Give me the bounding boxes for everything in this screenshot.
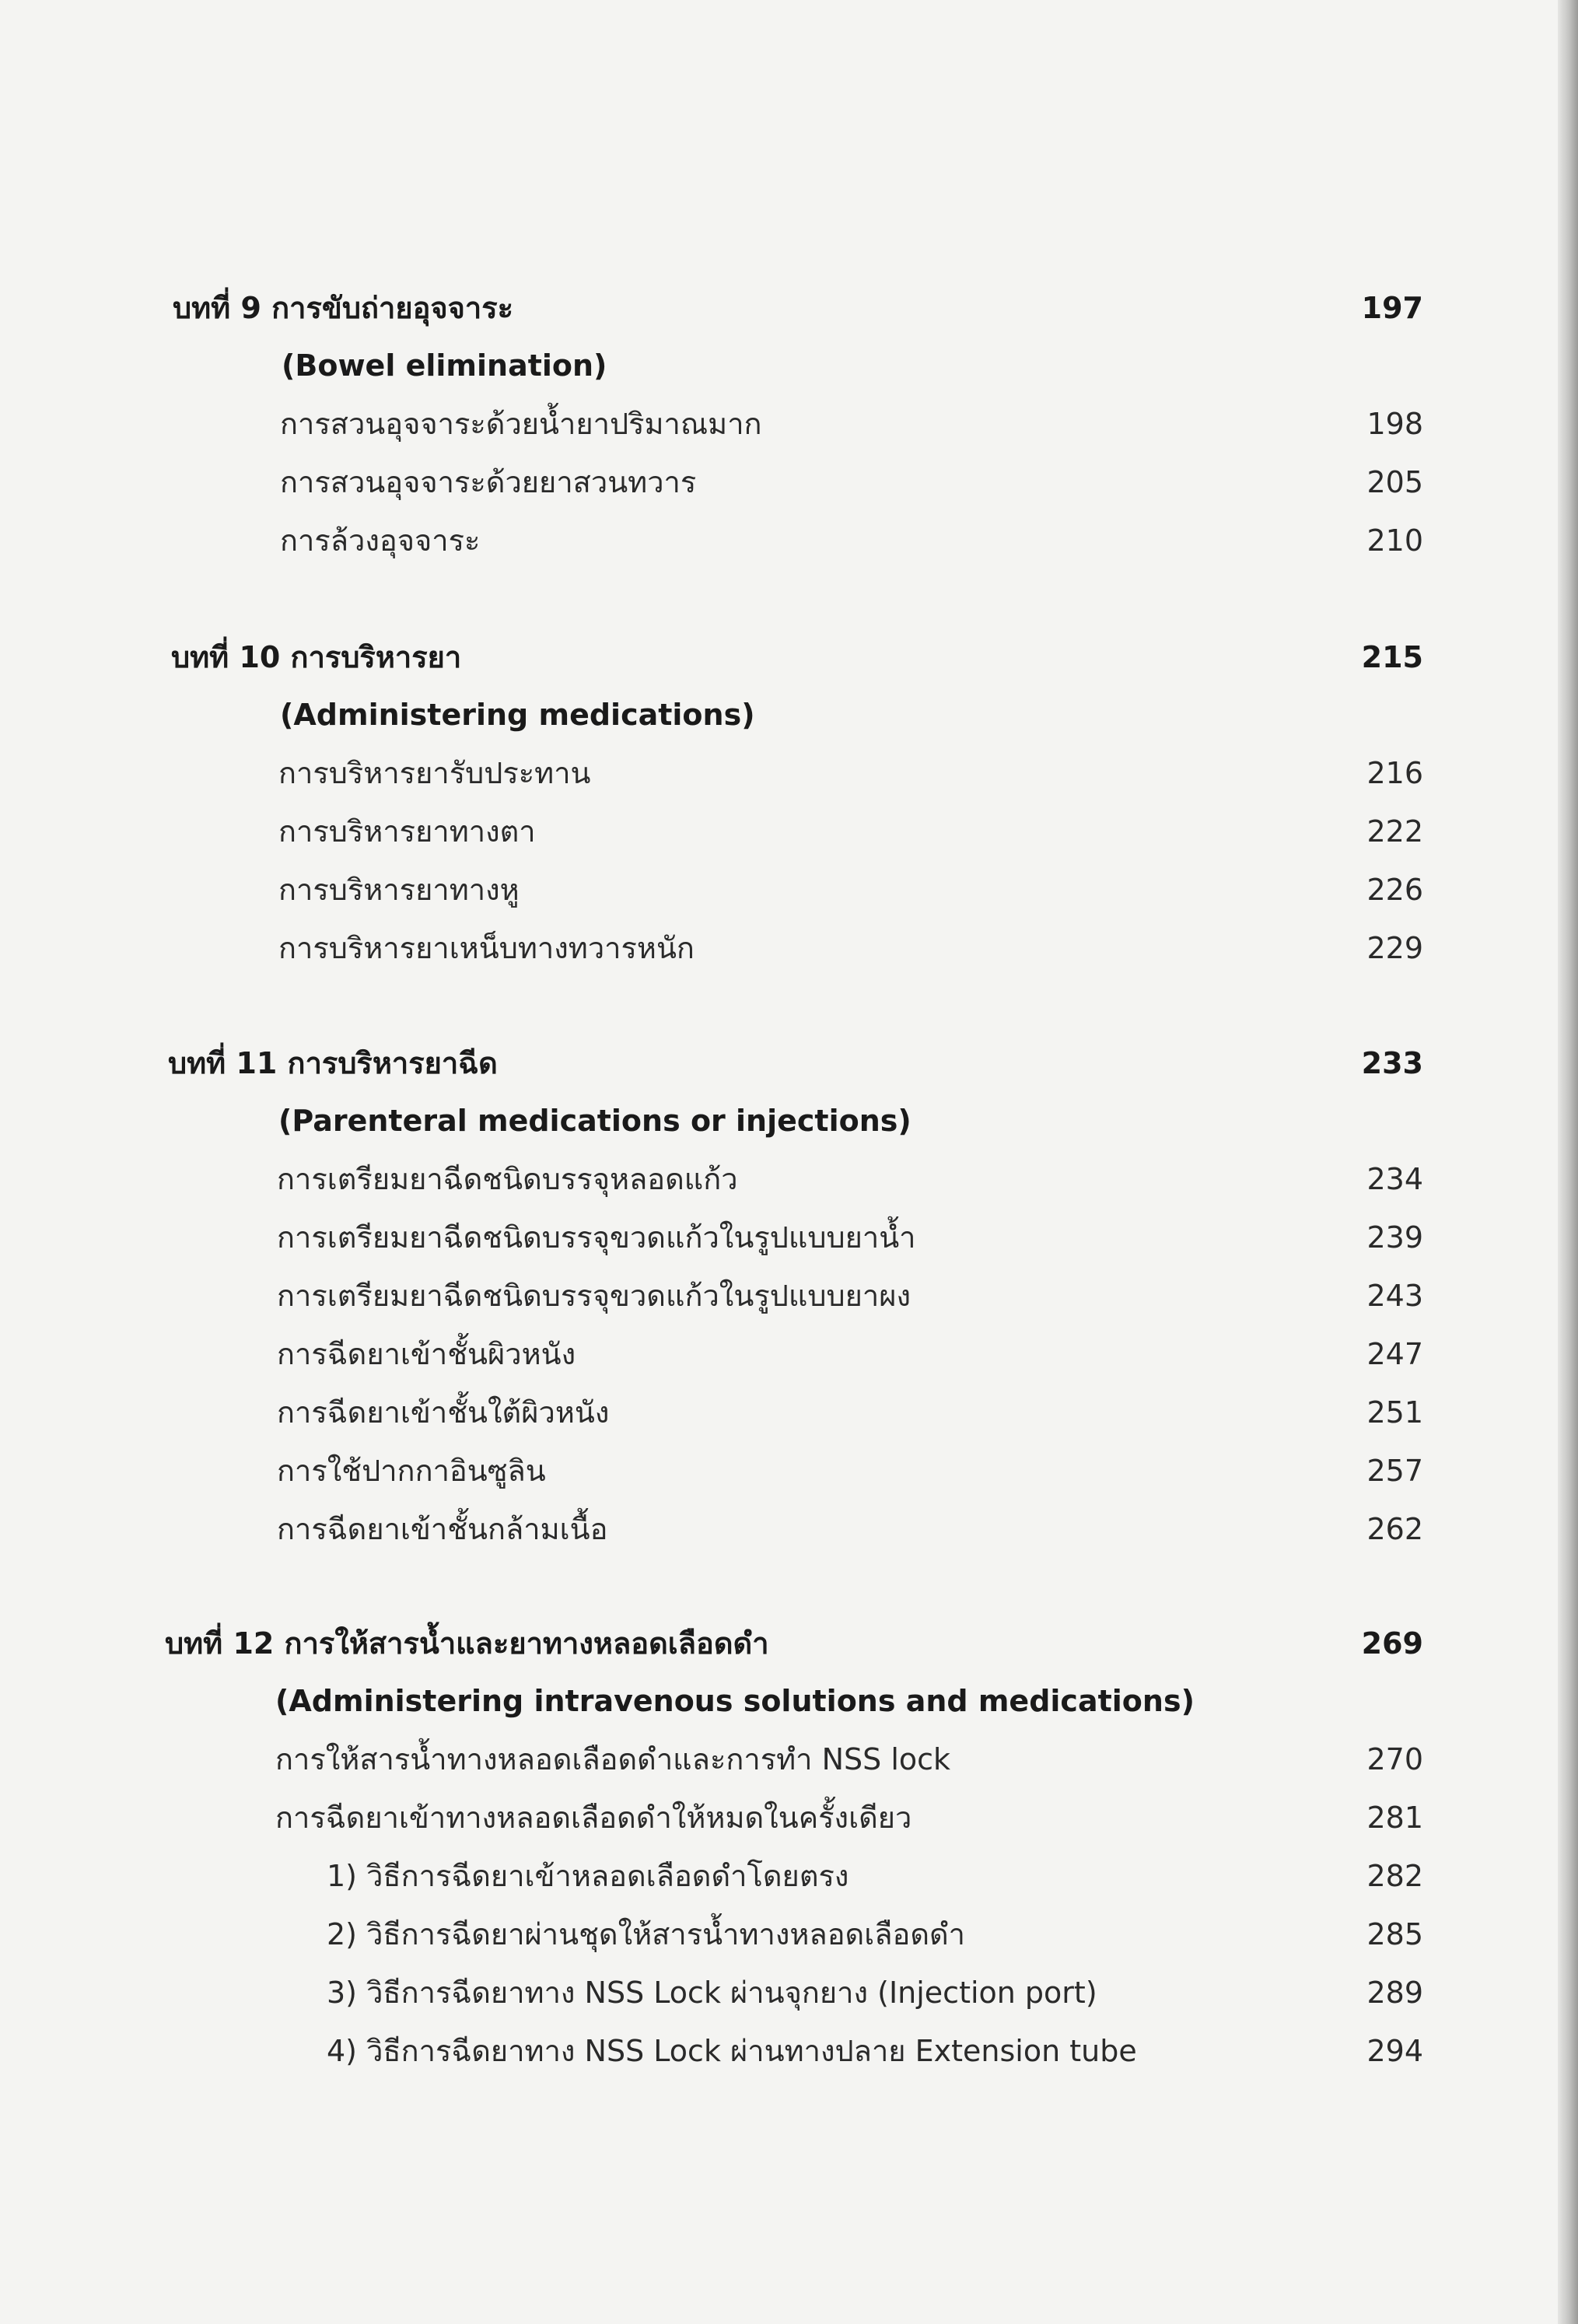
chapter-title: บทที่ 10 การบริหารยา	[171, 640, 462, 674]
english-title: (Administering intravenous solutions and medications)	[275, 1684, 1195, 1718]
chapter-11-english-title	[0, 1097, 1423, 1144]
subentry-page-number: 282	[1366, 1859, 1423, 1893]
toc-entry	[0, 1272, 1423, 1319]
toc-subentry	[0, 2028, 1423, 2074]
entry-page-number: 251	[1366, 1395, 1423, 1430]
subentry-page-number: 289	[1366, 1976, 1423, 2010]
toc-entry	[0, 1736, 1423, 1783]
entry-page-number: 210	[1366, 523, 1423, 558]
toc-entry	[0, 459, 1423, 506]
english-title: (Bowel elimination)	[282, 348, 607, 383]
toc-entry	[0, 750, 1423, 796]
entry-page-number: 243	[1366, 1279, 1423, 1313]
chapter-12-english-title	[0, 1678, 1423, 1724]
chapter-page-number: 197	[1361, 291, 1423, 325]
entry-page-number: 216	[1366, 756, 1423, 790]
chapter-title: บทที่ 9 การขับถ่ายอุจจาระ	[173, 291, 514, 325]
toc-entry	[0, 1389, 1423, 1436]
entry-page-number: 226	[1366, 873, 1423, 907]
entry-label: การสวนอุจจาระด้วยน้ำยาปริมาณมาก	[280, 407, 762, 441]
entry-page-number: 239	[1366, 1220, 1423, 1255]
entry-label: การฉีดยาเข้าชั้นกล้ามเนื้อ	[277, 1512, 608, 1546]
toc-entry	[0, 925, 1423, 971]
entry-page-number: 198	[1366, 407, 1423, 441]
toc-entry	[0, 517, 1423, 564]
subentry-label: 3) วิธีการฉีดยาทาง NSS Lock ผ่านจุกยาง (Injection port)	[327, 1976, 1097, 2010]
english-title: (Administering medications)	[280, 698, 755, 732]
entry-label: การให้สารน้ำทางหลอดเลือดดำและการทำ NSS lock	[275, 1742, 951, 1776]
toc-entry	[0, 1214, 1423, 1261]
entry-label: การฉีดยาเข้าชั้นผิวหนัง	[277, 1337, 576, 1371]
entry-label: การเตรียมยาฉีดชนิดบรรจุขวดแก้วในรูปแบบยาน้ำ	[277, 1220, 916, 1255]
english-title: (Parenteral medications or injections)	[278, 1104, 911, 1138]
toc-entry	[0, 401, 1423, 447]
entry-page-number: 247	[1366, 1337, 1423, 1371]
toc-entry	[0, 1331, 1423, 1377]
chapter-12-heading	[0, 1620, 1423, 1667]
entry-label: การใช้ปากกาอินซูลิน	[277, 1454, 546, 1488]
chapter-page-number: 215	[1361, 640, 1423, 674]
entry-label: การฉีดยาเข้าชั้นใต้ผิวหนัง	[277, 1395, 610, 1430]
chapter-10-heading	[0, 634, 1423, 681]
entry-page-number: 281	[1366, 1801, 1423, 1835]
entry-page-number: 222	[1366, 814, 1423, 849]
subentry-page-number: 285	[1366, 1917, 1423, 1951]
entry-page-number: 262	[1366, 1512, 1423, 1546]
chapter-9-english-title	[0, 342, 1423, 389]
subentry-page-number: 294	[1366, 2034, 1423, 2068]
toc-entry	[0, 1506, 1423, 1552]
chapter-page-number: 269	[1361, 1626, 1423, 1661]
entry-page-number: 229	[1366, 931, 1423, 965]
chapter-page-number: 233	[1361, 1046, 1423, 1080]
entry-label: การเตรียมยาฉีดชนิดบรรจุหลอดแก้ว	[277, 1162, 738, 1196]
page-edge-shadow	[1558, 0, 1578, 2324]
subentry-label: 4) วิธีการฉีดยาทาง NSS Lock ผ่านทางปลาย Extension tube	[327, 2034, 1137, 2068]
toc-subentry	[0, 1911, 1423, 1958]
entry-label: การสวนอุจจาระด้วยยาสวนทวาร	[280, 465, 697, 499]
chapter-9-heading	[0, 285, 1423, 331]
chapter-title: บทที่ 12 การให้สารน้ำและยาทางหลอดเลือดดำ	[165, 1626, 769, 1661]
entry-label: การบริหารยาทางตา	[278, 814, 536, 849]
entry-label: การบริหารยารับประทาน	[278, 756, 591, 790]
toc-subentry	[0, 1853, 1423, 1899]
chapter-11-heading	[0, 1040, 1423, 1087]
toc-subentry	[0, 1969, 1423, 2016]
toc-entry	[0, 1447, 1423, 1494]
entry-page-number: 257	[1366, 1454, 1423, 1488]
entry-label: การบริหารยาทางหู	[278, 873, 520, 907]
entry-label: การบริหารยาเหน็บทางทวารหนัก	[278, 931, 695, 965]
entry-label: การเตรียมยาฉีดชนิดบรรจุขวดแก้วในรูปแบบยาผง	[277, 1279, 911, 1313]
entry-page-number: 234	[1366, 1162, 1423, 1196]
chapter-title: บทที่ 11 การบริหารยาฉีด	[168, 1046, 498, 1080]
chapter-10-english-title	[0, 691, 1423, 738]
toc-entry	[0, 866, 1423, 913]
entry-label: การฉีดยาเข้าทางหลอดเลือดดำให้หมดในครั้งเดียว	[275, 1801, 912, 1835]
entry-page-number: 205	[1366, 465, 1423, 499]
toc-entry	[0, 1156, 1423, 1202]
toc-entry	[0, 1794, 1423, 1841]
subentry-label: 2) วิธีการฉีดยาผ่านชุดให้สารน้ำทางหลอดเลือดดำ	[327, 1917, 966, 1951]
toc-entry	[0, 808, 1423, 855]
subentry-label: 1) วิธีการฉีดยาเข้าหลอดเลือดดำโดยตรง	[327, 1859, 849, 1893]
entry-page-number: 270	[1366, 1742, 1423, 1776]
entry-label: การล้วงอุจจาระ	[280, 523, 481, 558]
